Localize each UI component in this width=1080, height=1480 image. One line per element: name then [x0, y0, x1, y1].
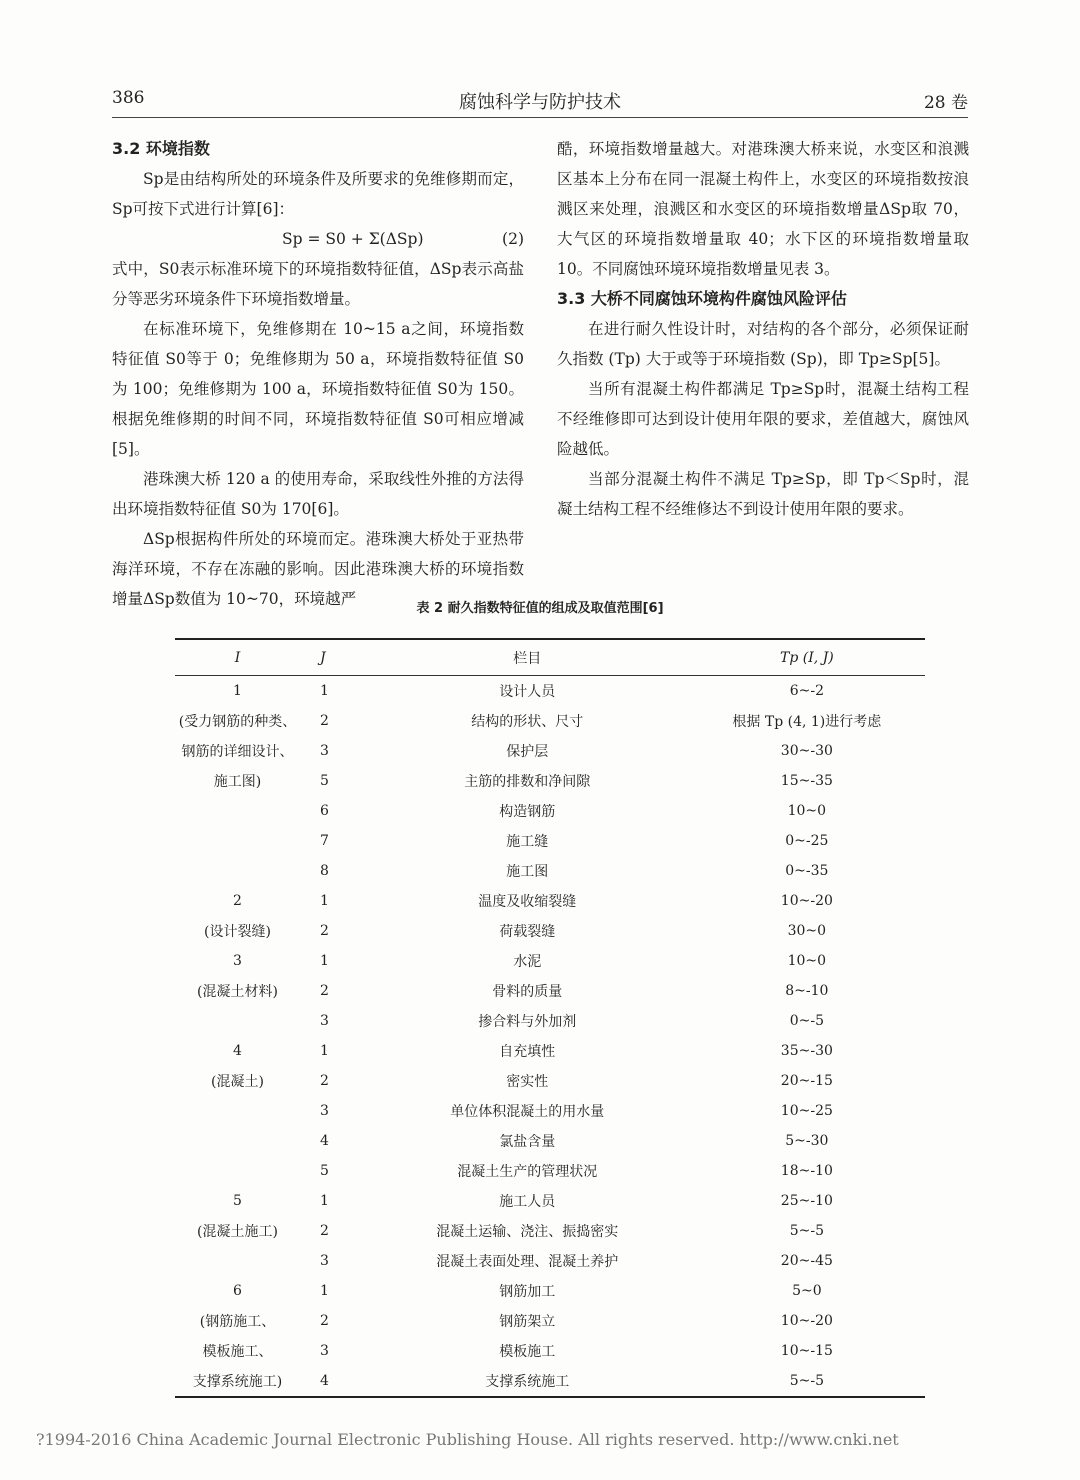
table-row — [175, 1336, 925, 1366]
table-row — [175, 736, 925, 766]
cell-i — [175, 1126, 300, 1156]
table-row — [175, 946, 925, 976]
cell-i: 4 — [233, 1043, 242, 1059]
cell-item: 单位体积混凝土的用水量 — [450, 1104, 605, 1120]
cell-tp: 0~-5 — [789, 1013, 824, 1029]
cell-j: 2 — [319, 1073, 329, 1089]
paragraph: 在标准环境下，免维修期在 10~15 a之间，环境指数特征值 S0等于 0；免维修期为 50 a，环境指数特征值 S0为 100；免维修期为 100 a，环境指数特征值 S0为 150。根据免维修期的时间不同，环境指数特征值 S0可相应增减[5]。 — [112, 320, 524, 458]
cell-tp: 30~0 — [787, 923, 827, 939]
cell-j: 2 — [319, 923, 329, 939]
cell-j: 4 — [319, 1133, 329, 1149]
cell-j: 3 — [319, 1103, 329, 1119]
table-row — [175, 856, 925, 886]
table-row — [175, 766, 925, 796]
cell-j: 3 — [319, 1253, 329, 1269]
cell-item: 钢筋架立 — [499, 1314, 556, 1330]
cell-item: 结构的形状、尺寸 — [471, 714, 584, 730]
table-row — [175, 1126, 925, 1156]
cell-item: 密实性 — [506, 1074, 549, 1090]
cell-i: 6 — [233, 1283, 242, 1299]
cell-tp: 根据 Tp (4, 1)进行考虑 — [732, 714, 882, 730]
cell-j: 2 — [319, 713, 329, 729]
cell-j: 7 — [319, 833, 329, 849]
cell-item: 模板施工 — [499, 1344, 556, 1360]
durability-index-table — [175, 638, 925, 1398]
paragraph: 港珠澳大桥 120 a 的使用寿命，采取线性外推的方法得出环境指数特征值 S0为 170[6]。 — [112, 470, 524, 518]
journal-title: 腐蚀科学与防护技术 — [459, 92, 621, 113]
cell-i: 1 — [233, 683, 242, 699]
left-column — [112, 134, 524, 614]
cell-j: 1 — [319, 953, 329, 969]
table-row — [175, 916, 925, 946]
table-row — [175, 1276, 925, 1306]
header-i: I — [234, 649, 241, 666]
cell-j: 2 — [319, 983, 329, 999]
cell-item: 施工缝 — [506, 834, 549, 850]
cell-item: 混凝土运输、浇注、振捣密实 — [436, 1224, 619, 1240]
cell-i: 5 — [233, 1193, 242, 1209]
table-row — [175, 886, 925, 916]
cell-i: (钢筋施工、 — [199, 1314, 276, 1330]
cell-j: 3 — [319, 1343, 329, 1359]
table-row — [175, 976, 925, 1006]
cell-j: 1 — [319, 1193, 329, 1209]
copyright-footer: ?1994-2016 China Academic Journal Electronic Publishing House. All rights reserved. http://www.cnki.net — [36, 1430, 899, 1449]
cell-tp: 5~-5 — [789, 1373, 824, 1389]
cell-tp: 20~-15 — [780, 1073, 833, 1089]
paragraph: Sp是由结构所处的环境条件及所要求的免维修期而定，Sp可按下式进行计算[6]： — [112, 170, 524, 218]
cell-i: 2 — [233, 893, 242, 909]
cell-item: 荷载裂缝 — [499, 924, 556, 940]
cell-item: 支撑系统施工 — [485, 1374, 570, 1390]
page-number: 386 — [112, 88, 145, 108]
cell-j: 8 — [319, 863, 329, 879]
table-row — [175, 1006, 925, 1036]
table-row — [175, 826, 925, 856]
cell-i — [175, 826, 300, 856]
cell-j: 5 — [319, 1163, 329, 1179]
equation-body: Sp = S0 + Σ(ΔSp) — [282, 230, 424, 248]
cell-item: 施工人员 — [499, 1194, 556, 1210]
paragraph: 当所有混凝土构件都满足 Tp≥Sp时，混凝土结构工程不经维修即可达到设计使用年限的要求，差值越大，腐蚀风险越低。 — [557, 380, 969, 458]
cell-i: (混凝土) — [211, 1074, 264, 1090]
table-row — [175, 706, 925, 736]
cell-i: 支撑系统施工) — [192, 1374, 283, 1390]
cell-j: 1 — [319, 1283, 329, 1299]
cell-i: 施工图) — [213, 774, 262, 790]
cell-tp: 0~-25 — [785, 833, 829, 849]
header-rule — [112, 117, 968, 118]
section-title-3-3: 3.3 大桥不同腐蚀环境构件腐蚀风险评估 — [557, 289, 847, 308]
table-header-row — [175, 639, 925, 676]
cell-item: 主筋的排数和净间隙 — [464, 774, 591, 790]
cell-tp: 8~-10 — [785, 983, 829, 999]
table-row — [175, 1066, 925, 1096]
equation-number: (2) — [502, 230, 524, 248]
cell-i: (受力钢筋的种类、 — [178, 714, 297, 730]
paragraph: ΔSp根据构件所处的环境而定。港珠澳大桥处于亚热带海洋环境，不存在冻融的影响。因此港珠澳大桥的环境指数增量ΔSp数值为 10~70，环境越严 — [112, 530, 524, 608]
cell-tp: 10~-20 — [780, 893, 833, 909]
cell-item: 施工图 — [506, 864, 549, 880]
cell-item: 构造钢筋 — [499, 804, 556, 820]
cell-tp: 10~-20 — [780, 1313, 833, 1329]
table-row — [175, 1366, 925, 1397]
cell-tp: 5~0 — [792, 1283, 822, 1299]
cell-item: 氯盐含量 — [499, 1134, 556, 1150]
cell-tp: 6~-2 — [789, 683, 824, 699]
cell-item: 自充填性 — [499, 1044, 556, 1060]
cell-item: 温度及收缩裂缝 — [478, 894, 577, 910]
cell-item: 水泥 — [513, 954, 542, 970]
paragraph: 酷，环境指数增量越大。对港珠澳大桥来说，水变区和浪溅区基本上分布在同一混凝土构件上，水变区的环境指数按浪溅区来处理，浪溅区和水变区的环境指数增量ΔSp取 70，大气区的环境指数增量取 40；水下区的环境指数增量取 10。不同腐蚀环境环境指数增量见表 3。 — [557, 140, 969, 278]
cell-tp: 25~-10 — [780, 1193, 833, 1209]
cell-tp: 10~-15 — [780, 1343, 833, 1359]
header-item: 栏目 — [513, 650, 542, 667]
cell-j: 4 — [319, 1373, 329, 1389]
cell-tp: 35~-30 — [780, 1043, 833, 1059]
table-caption: 表 2 耐久指数特征值的组成及取值范围[6] — [416, 601, 664, 616]
cell-i — [175, 1006, 300, 1036]
cell-i: 钢筋的详细设计、 — [181, 744, 294, 760]
table-row — [175, 1246, 925, 1276]
right-column — [557, 134, 969, 524]
cell-tp: 5~-30 — [785, 1133, 829, 1149]
cell-item: 骨料的质量 — [492, 984, 563, 1000]
cell-j: 2 — [319, 1223, 329, 1239]
paragraph: 在进行耐久性设计时，对结构的各个部分，必须保证耐久指数 (Tp) 大于或等于环境指数 (Sp)，即 Tp≥Sp[5]。 — [557, 320, 969, 368]
volume-label: 28 卷 — [923, 93, 968, 113]
cell-tp: 18~-10 — [780, 1163, 833, 1179]
cell-i: 3 — [233, 953, 242, 969]
header-j: J — [319, 649, 326, 666]
cell-i: (混凝土材料) — [197, 984, 278, 1000]
cell-item: 钢筋加工 — [499, 1284, 556, 1300]
cell-item: 混凝土生产的管理状况 — [457, 1164, 598, 1180]
table-row — [175, 1156, 925, 1186]
equation — [112, 224, 524, 254]
cell-i: (设计裂缝) — [204, 924, 271, 940]
paragraph: 当部分混凝土构件不满足 Tp≥Sp，即 Tp＜Sp时，混凝土结构工程不经维修达不到设计使用年限的要求。 — [557, 470, 969, 518]
table-row — [175, 1306, 925, 1336]
cell-item: 掺合料与外加剂 — [478, 1014, 577, 1030]
cell-tp: 10~0 — [787, 803, 827, 819]
cell-i: (混凝土施工) — [197, 1224, 278, 1240]
cell-i — [175, 796, 300, 826]
cell-j: 5 — [319, 773, 329, 789]
cell-item: 设计人员 — [499, 684, 556, 700]
cell-item: 混凝土表面处理、混凝土养护 — [436, 1254, 619, 1270]
header-tp: Tp (I, J) — [779, 649, 834, 666]
table-row — [175, 676, 925, 707]
cell-i — [175, 1246, 300, 1276]
cell-j: 2 — [319, 1313, 329, 1329]
cell-j: 6 — [319, 803, 329, 819]
table-row — [175, 796, 925, 826]
paragraph: 式中，S0表示标准环境下的环境指数特征值，ΔSp表示高盐分等恶劣环境条件下环境指数增量。 — [112, 260, 524, 308]
table-row — [175, 1186, 925, 1216]
cell-tp: 15~-35 — [780, 773, 833, 789]
cell-tp: 5~-5 — [789, 1223, 824, 1239]
cell-tp: 20~-45 — [780, 1253, 833, 1269]
cell-j: 1 — [319, 1043, 329, 1059]
table-row — [175, 1096, 925, 1126]
cell-i — [175, 1156, 300, 1186]
cell-j: 1 — [319, 683, 329, 699]
cell-tp: 10~-25 — [780, 1103, 833, 1119]
cell-i — [175, 856, 300, 886]
cell-tp: 30~-30 — [780, 743, 833, 759]
section-title-3-2: 3.2 环境指数 — [112, 139, 210, 158]
cell-j: 3 — [319, 743, 329, 759]
cell-tp: 0~-35 — [785, 863, 829, 879]
cell-i — [175, 1096, 300, 1126]
table-row — [175, 1036, 925, 1066]
cell-j: 1 — [319, 893, 329, 909]
cell-tp: 10~0 — [787, 953, 827, 969]
table-row — [175, 1216, 925, 1246]
cell-j: 3 — [319, 1013, 329, 1029]
cell-item: 保护层 — [506, 744, 549, 760]
cell-i: 模板施工、 — [202, 1344, 273, 1360]
